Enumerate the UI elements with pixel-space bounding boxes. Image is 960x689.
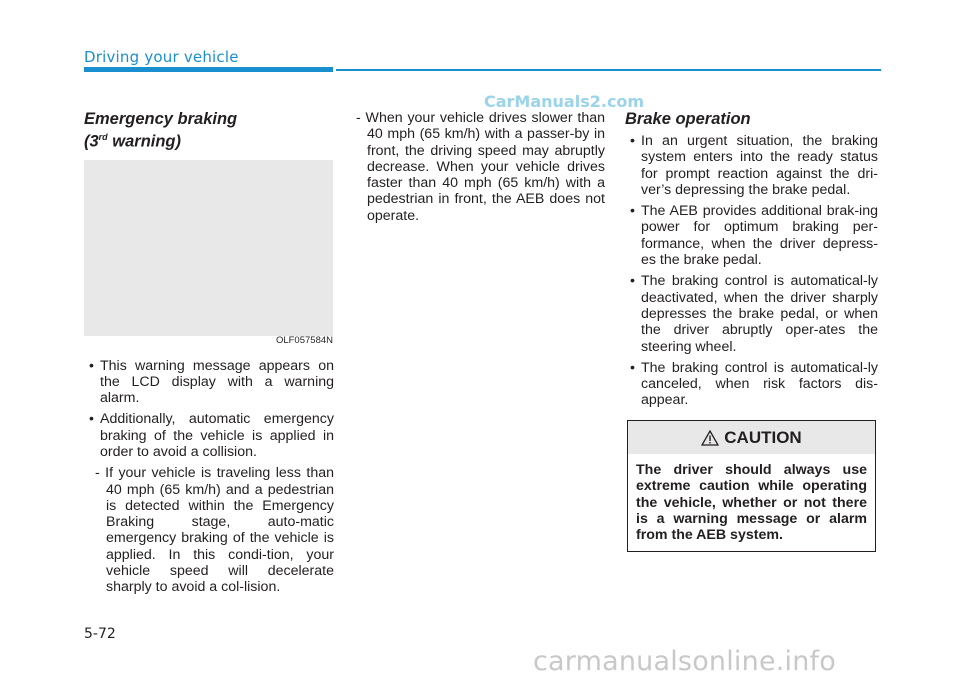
dash-item: - If your vehicle is traveling less than 40 mph (65 km/h) and a pedestrian is detected within the Emergency Braking stage, auto-matic emergency braking of the vehicle is applied. In this condi-tion, your vehicle speed will decelerate sharply to avoid a col-lision. bbox=[95, 465, 334, 596]
list-item: • Additionally, automatic emergency braking of the vehicle is applied in order to avoid a collision. bbox=[84, 411, 334, 460]
brake-operation-heading: Brake operation bbox=[625, 110, 751, 128]
emergency-braking-heading bbox=[84, 110, 334, 151]
list-item: • The AEB provides additional brak-ing power for optimum braking per-formance, when the driver depress-es the brake pedal. bbox=[625, 203, 878, 268]
heading-line1: Emergency braking bbox=[84, 110, 238, 128]
page-number: 5-72 bbox=[84, 626, 116, 642]
list-item: • The braking control is automatical-ly canceled, when risk factors dis-appear. bbox=[625, 360, 878, 409]
figure-code: OLF057584N bbox=[275, 335, 333, 347]
list-item: • This warning message appears on the LCD display with a warning alarm. bbox=[84, 358, 334, 407]
dash-item: - When your vehicle drives slower than 40 mph (65 km/h) with a passer-by in front, the driving speed may abruptly decrease. When your vehicle drives faster than 40 mph (65 km/h) with a pedestrian in front, the AEB does not operate. bbox=[356, 110, 605, 224]
list-item: • In an urgent situation, the braking system enters into the ready status for prompt reaction against the dri-ver’s depressing the brake pedal. bbox=[625, 133, 878, 198]
header-rule-thick bbox=[84, 67, 333, 72]
figure-placeholder bbox=[84, 160, 333, 347]
header-rule-thin bbox=[336, 69, 881, 71]
heading-open: (3 bbox=[84, 132, 99, 151]
middle-column bbox=[355, 110, 605, 224]
heading-sup: rd bbox=[98, 132, 108, 142]
caution-title: CAUTION bbox=[724, 427, 802, 447]
caution-header bbox=[628, 421, 875, 454]
caution-body: The driver should always use extreme caution while operating the vehicle, whether or not there is a warning message or alarm from the AEB system. bbox=[636, 462, 867, 544]
list-item: • The braking control is automatical-ly deactivated, when the driver sharply depresses the brake pedal, or when the driver abruptly oper-ates the steering wheel. bbox=[625, 273, 878, 354]
right-bullet-list bbox=[625, 133, 878, 409]
warning-triangle-icon bbox=[701, 430, 719, 446]
left-column bbox=[84, 110, 334, 596]
watermark-top: CarManuals2.com bbox=[484, 92, 645, 111]
heading-close: warning) bbox=[107, 132, 182, 151]
left-bullet-list bbox=[84, 358, 334, 461]
watermark-bottom: carmanualsonline.info bbox=[533, 646, 836, 677]
caution-box bbox=[627, 420, 876, 552]
section-title: Driving your vehicle bbox=[84, 48, 239, 66]
right-column bbox=[625, 110, 878, 414]
